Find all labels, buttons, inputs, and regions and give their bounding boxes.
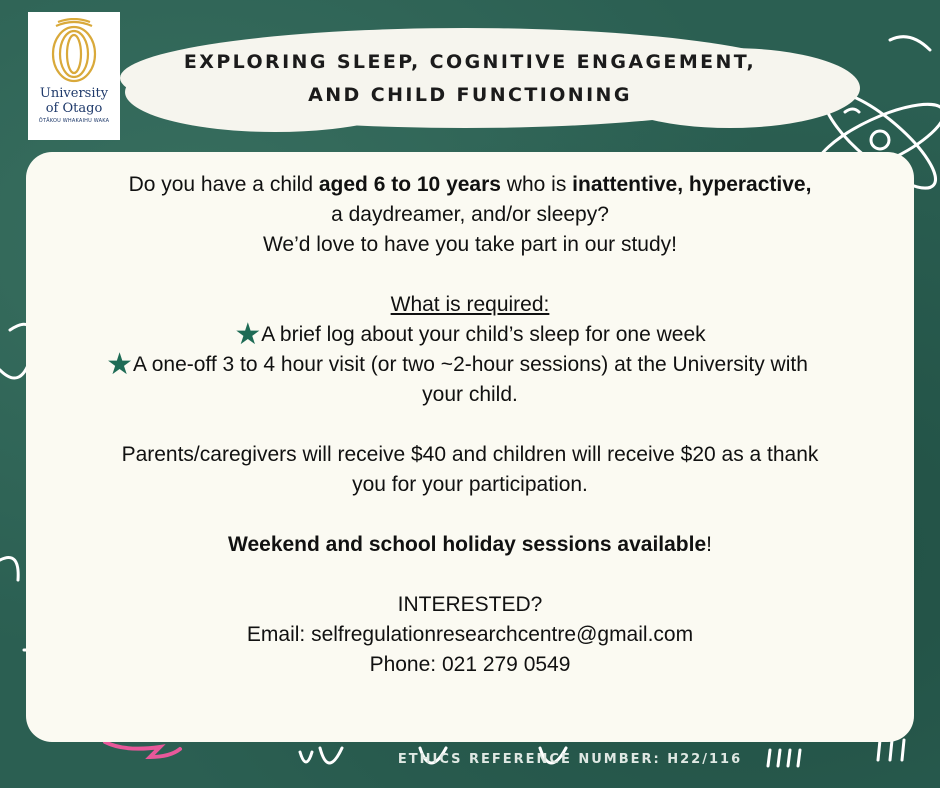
university-logo xyxy=(28,12,120,140)
requirement-item-1 xyxy=(26,320,914,350)
requirement-item-2-cont: your child. xyxy=(422,383,518,406)
availability-suffix: ! xyxy=(706,533,712,556)
intro-line-2: a daydreamer, and/or sleepy? xyxy=(331,203,609,226)
intro-traits: inattentive, hyperactive, xyxy=(572,173,812,196)
ethics-footer xyxy=(0,752,940,767)
requirements-heading-text: What is required: xyxy=(390,293,550,316)
payment-line-2: you for your participation. xyxy=(352,473,588,496)
ethics-reference: ETHICS REFERENCE NUMBER: H22/116 xyxy=(397,752,743,767)
availability-text: Weekend and school holiday sessions available xyxy=(228,533,707,556)
page-title xyxy=(120,46,820,112)
star-icon: ★ xyxy=(106,348,134,381)
intro-line-3: We’d love to have you take part in our study! xyxy=(262,233,677,256)
requirement-item-2-text: A one-off 3 to 4 hour visit (or two ~2-hour sessions) at the University with xyxy=(133,353,808,376)
university-crest xyxy=(48,18,100,84)
logo-otago-text: of Otago xyxy=(45,101,103,116)
title-line-2: AND CHILD FUNCTIONING xyxy=(308,84,632,106)
requirement-item-1-text: A brief log about your child’s sleep for one week xyxy=(261,323,706,346)
intro-text-b: who is xyxy=(500,173,573,196)
requirements-heading xyxy=(26,290,914,320)
title-line-1: EXPLORING SLEEP, COGNITIVE ENGAGEMENT, xyxy=(183,51,757,73)
logo-university-text: University xyxy=(39,86,109,101)
payment-line-1: Parents/caregivers will receive $40 and children will receive $20 as a thank xyxy=(121,443,819,466)
requirement-item-2 xyxy=(0,350,914,380)
star-icon: ★ xyxy=(234,318,262,351)
availability-line xyxy=(26,530,914,560)
contact-phone: Phone: 021 279 0549 xyxy=(369,653,571,676)
flyer-content xyxy=(26,170,914,680)
intro-text-a: Do you have a child xyxy=(128,173,319,196)
intro-line-1 xyxy=(26,170,914,200)
contact-email: Email: selfregulationresearchcentre@gmail.com xyxy=(246,623,694,646)
logo-maori-text: ŌTĀKOU WHAKAIHU WAKA xyxy=(38,118,110,124)
contact-heading: INTERESTED? xyxy=(397,593,543,616)
intro-age-range: aged 6 to 10 years xyxy=(318,173,501,196)
